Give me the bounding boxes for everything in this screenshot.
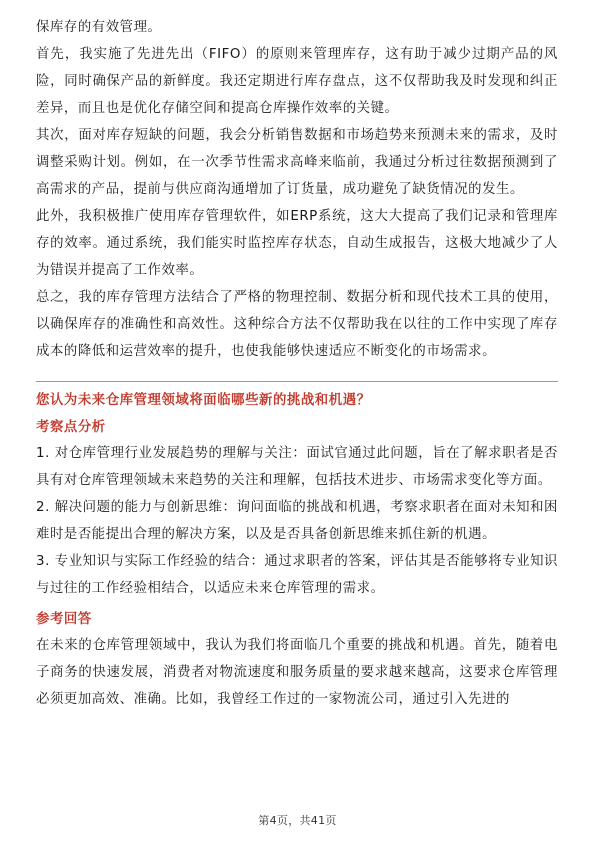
intro-paragraph: 总之，我的库存管理方法结合了严格的物理控制、数据分析和现代技术工具的使用，以确保库存的准确性和高效性。这种综合方法不仅帮助我在以往的工作中实现了库存成本的降低和运营效率的提升，也使我能够快速适应不断变化的市场需求。 [36, 290, 558, 359]
intro-paragraph: 首先，我实施了先进先出（FIFO）的原则来管理库存，这有助于减少过期产品的风险，同时确保产品的新鲜度。我还定期进行库存盘点，这不仅帮助我及时发现和纠正差异，而且也是优化存储空间和提高仓库操作效率的关键。 [36, 47, 558, 116]
reference-answer-text: 在未来的仓库管理领域中，我认为我们将面临几个重要的挑战和机遇。首先，随着电子商务的快速发展，消费者对物流速度和服务质量的要求越来越高，这要求仓库管理必须更加高效、准确。比如，我曾经工作过的一家物流公司，通过引入先进的 [36, 638, 558, 707]
page-number: 第4页，共41页 [258, 814, 337, 827]
intro-paragraph: 保库存的有效管理。 [36, 20, 162, 35]
exam-points-title: 考察点分析 [36, 420, 106, 435]
page-content [36, 14, 558, 713]
reference-answer-title: 参考回答 [36, 612, 92, 627]
exam-point-item: 1. 对仓库管理行业发展趋势的理解与关注：面试官通过此问题，旨在了解求职者是否具有对仓库管理领域未来趋势的关注和理解，包括技术进步、市场需求变化等方面。 [36, 446, 558, 488]
section-divider [36, 381, 558, 382]
interview-question: 您认为未来仓库管理领域将面临哪些新的挑战和机遇？ [36, 393, 371, 408]
exam-point-item: 2. 解决问题的能力与创新思维：询问面临的挑战和机遇，考察求职者在面对未知和困难时是否能提出合理的解决方案，以及是否具备创新思维来抓住新的机遇。 [36, 500, 558, 542]
intro-paragraph: 此外，我积极推广使用库存管理软件，如ERP系统，这大大提高了我们记录和管理库存的效率。通过系统，我们能实时监控库存状态，自动生成报告，这极大地减少了人为错误并提高了工作效率。 [36, 209, 558, 278]
intro-paragraph: 其次，面对库存短缺的问题，我会分析销售数据和市场趋势来预测未来的需求，及时调整采购计划。例如，在一次季节性需求高峰来临前，我通过分析过往数据预测到了高需求的产品，提前与供应商沟通增加了订货量，成功避免了缺货情况的发生。 [36, 128, 558, 197]
exam-point-item: 3. 专业知识与实际工作经验的结合：通过求职者的答案，评估其是否能够将专业知识与过往的工作经验相结合，以适应未来仓库管理的需求。 [36, 554, 558, 596]
